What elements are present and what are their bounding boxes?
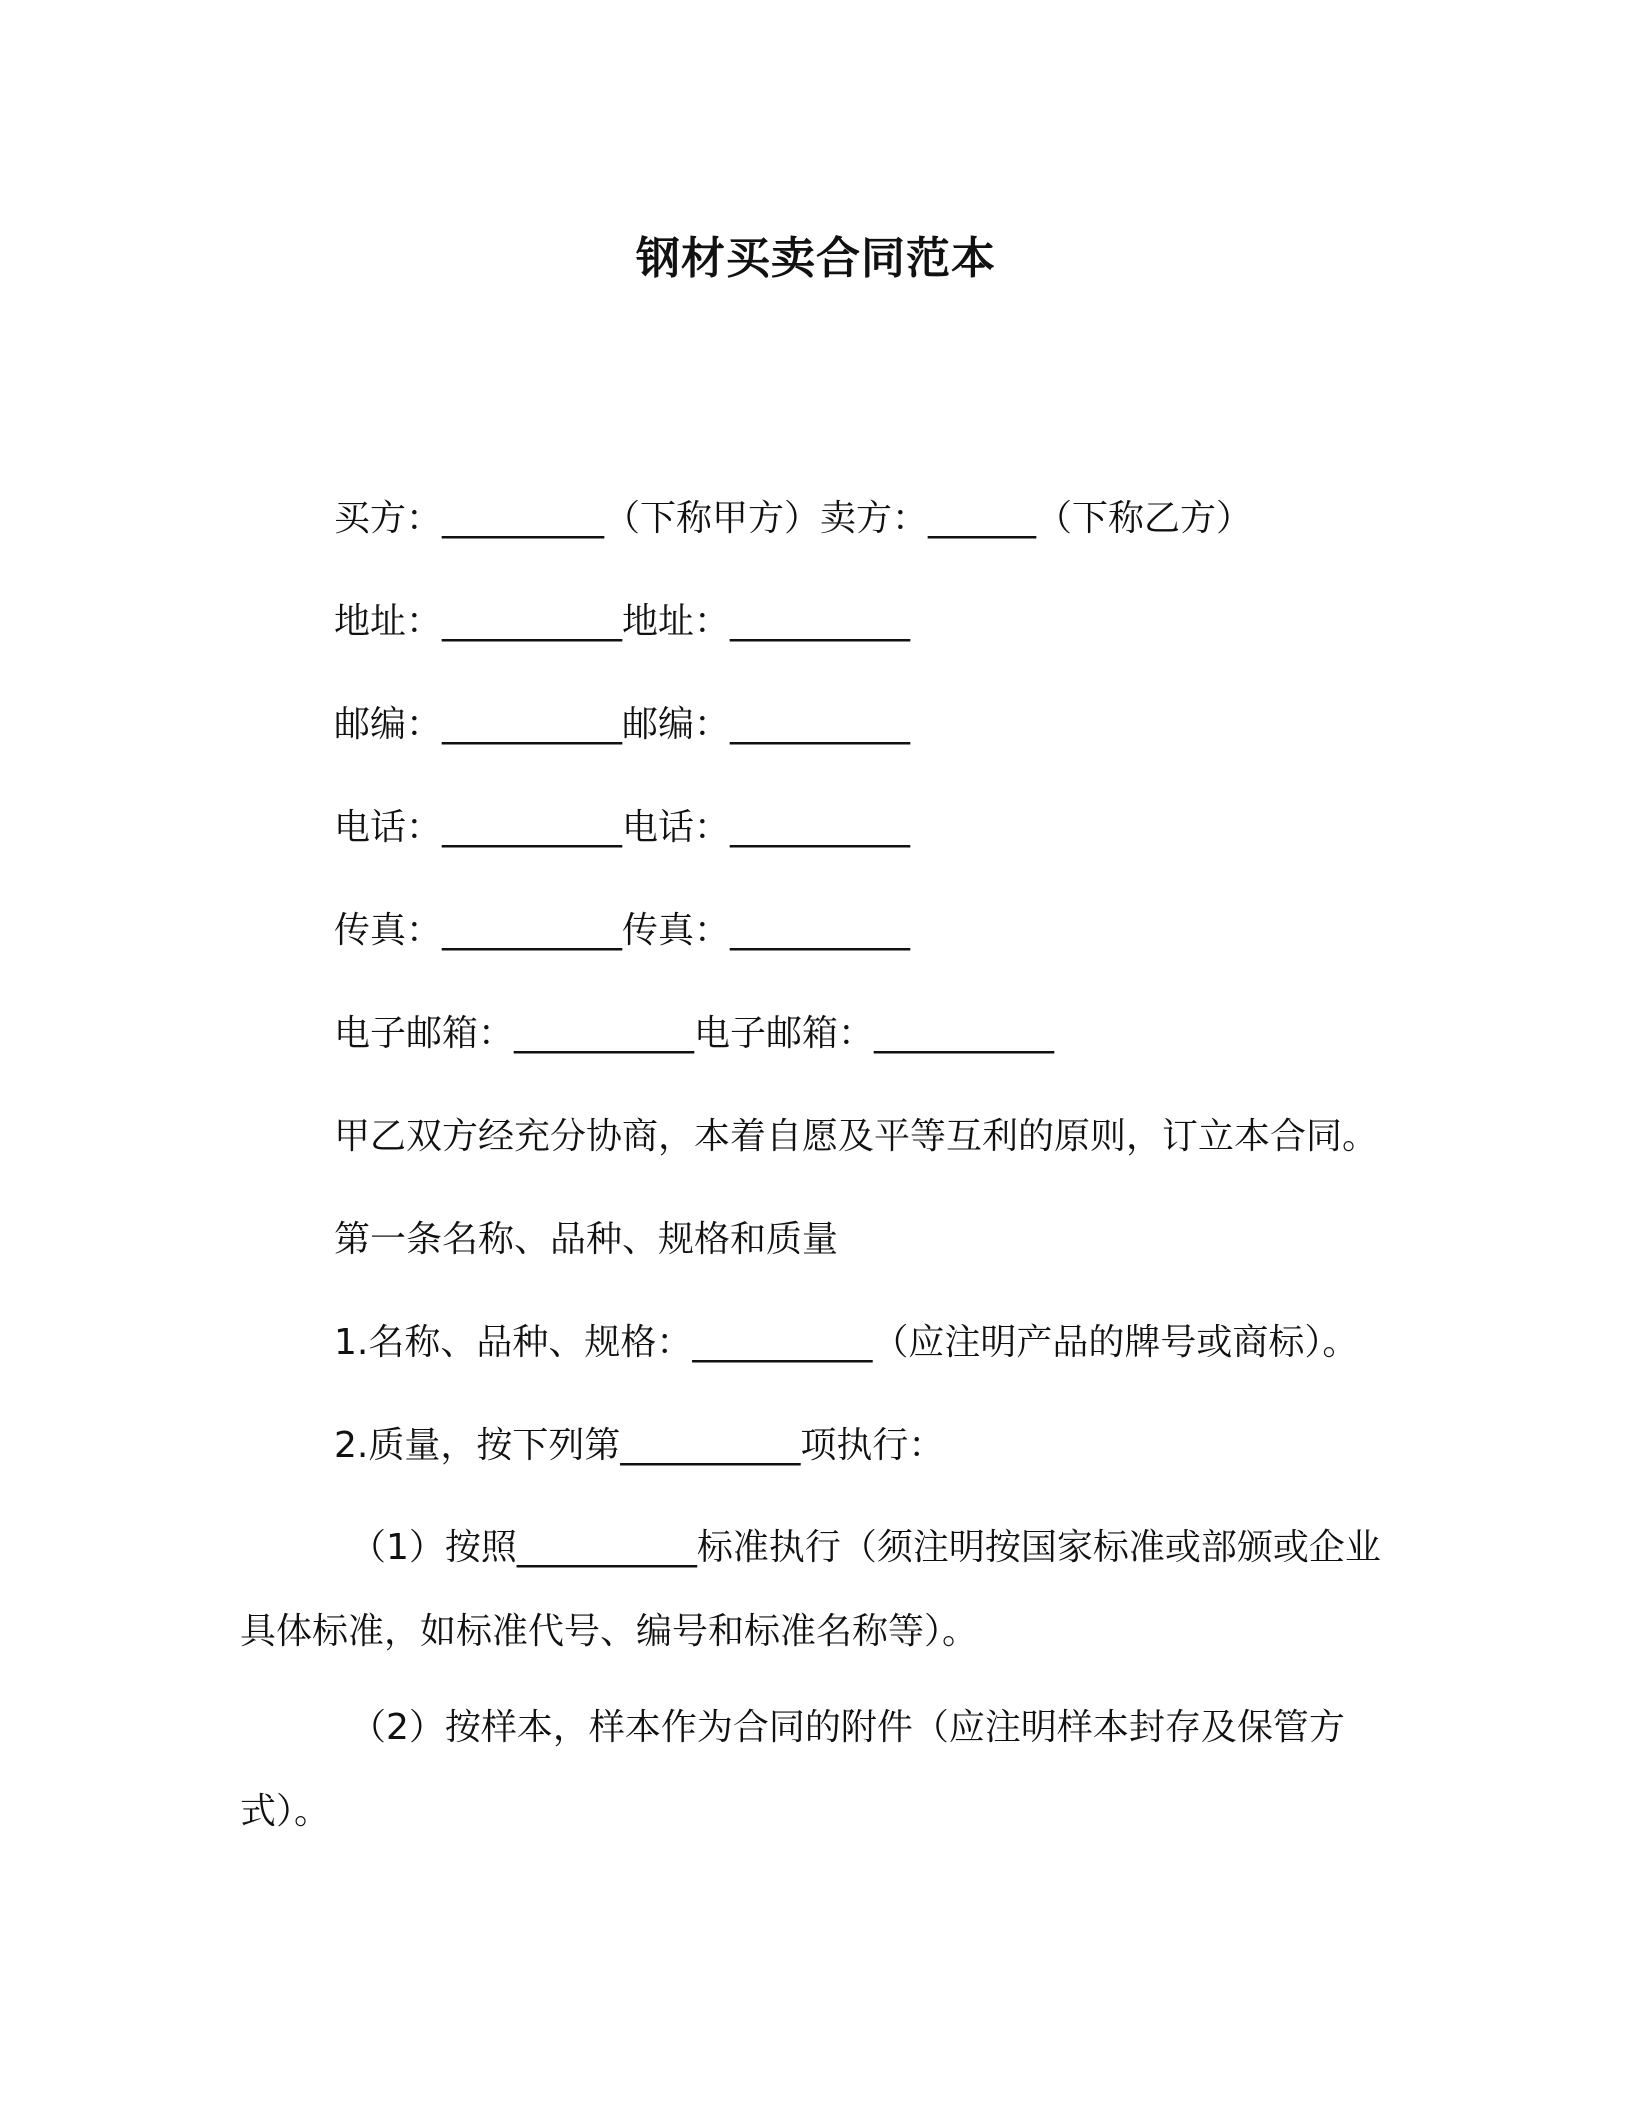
quality-option-2: （2）按样本，样本作为合同的附件（应注明样本封存及保管方式）。 — [240, 1707, 1345, 1832]
parties-line: 买方：_________（下称甲方）卖方：______（下称乙方） — [334, 498, 1253, 539]
article1-heading: 第一条名称、品种、规格和质量 — [334, 1219, 839, 1260]
article1-item2: 2.质量，按下列第__________项执行： — [334, 1425, 945, 1466]
intro-line: 甲乙双方经充分协商，本着自愿及平等互利的原则，订立本合同。 — [334, 1116, 1379, 1157]
phone-line: 电话：__________电话：__________ — [334, 807, 911, 848]
fax-line: 传真：__________传真：__________ — [334, 910, 911, 951]
address-line: 地址：__________地址：__________ — [334, 601, 911, 642]
quality-option-1: （1）按照__________标准执行（须注明按国家标准或部颁或企业具体标准，如标准代号、编号和标准名称等）。 — [240, 1527, 1381, 1652]
postcode-line: 邮编：__________邮编：__________ — [334, 704, 911, 745]
email-line: 电子邮箱：__________电子邮箱：__________ — [334, 1013, 1055, 1054]
article1-item1: 1.名称、品种、规格：__________（应注明产品的牌号或商标）。 — [334, 1322, 1359, 1363]
document-title: 钢材买卖合同范本 — [636, 233, 996, 284]
